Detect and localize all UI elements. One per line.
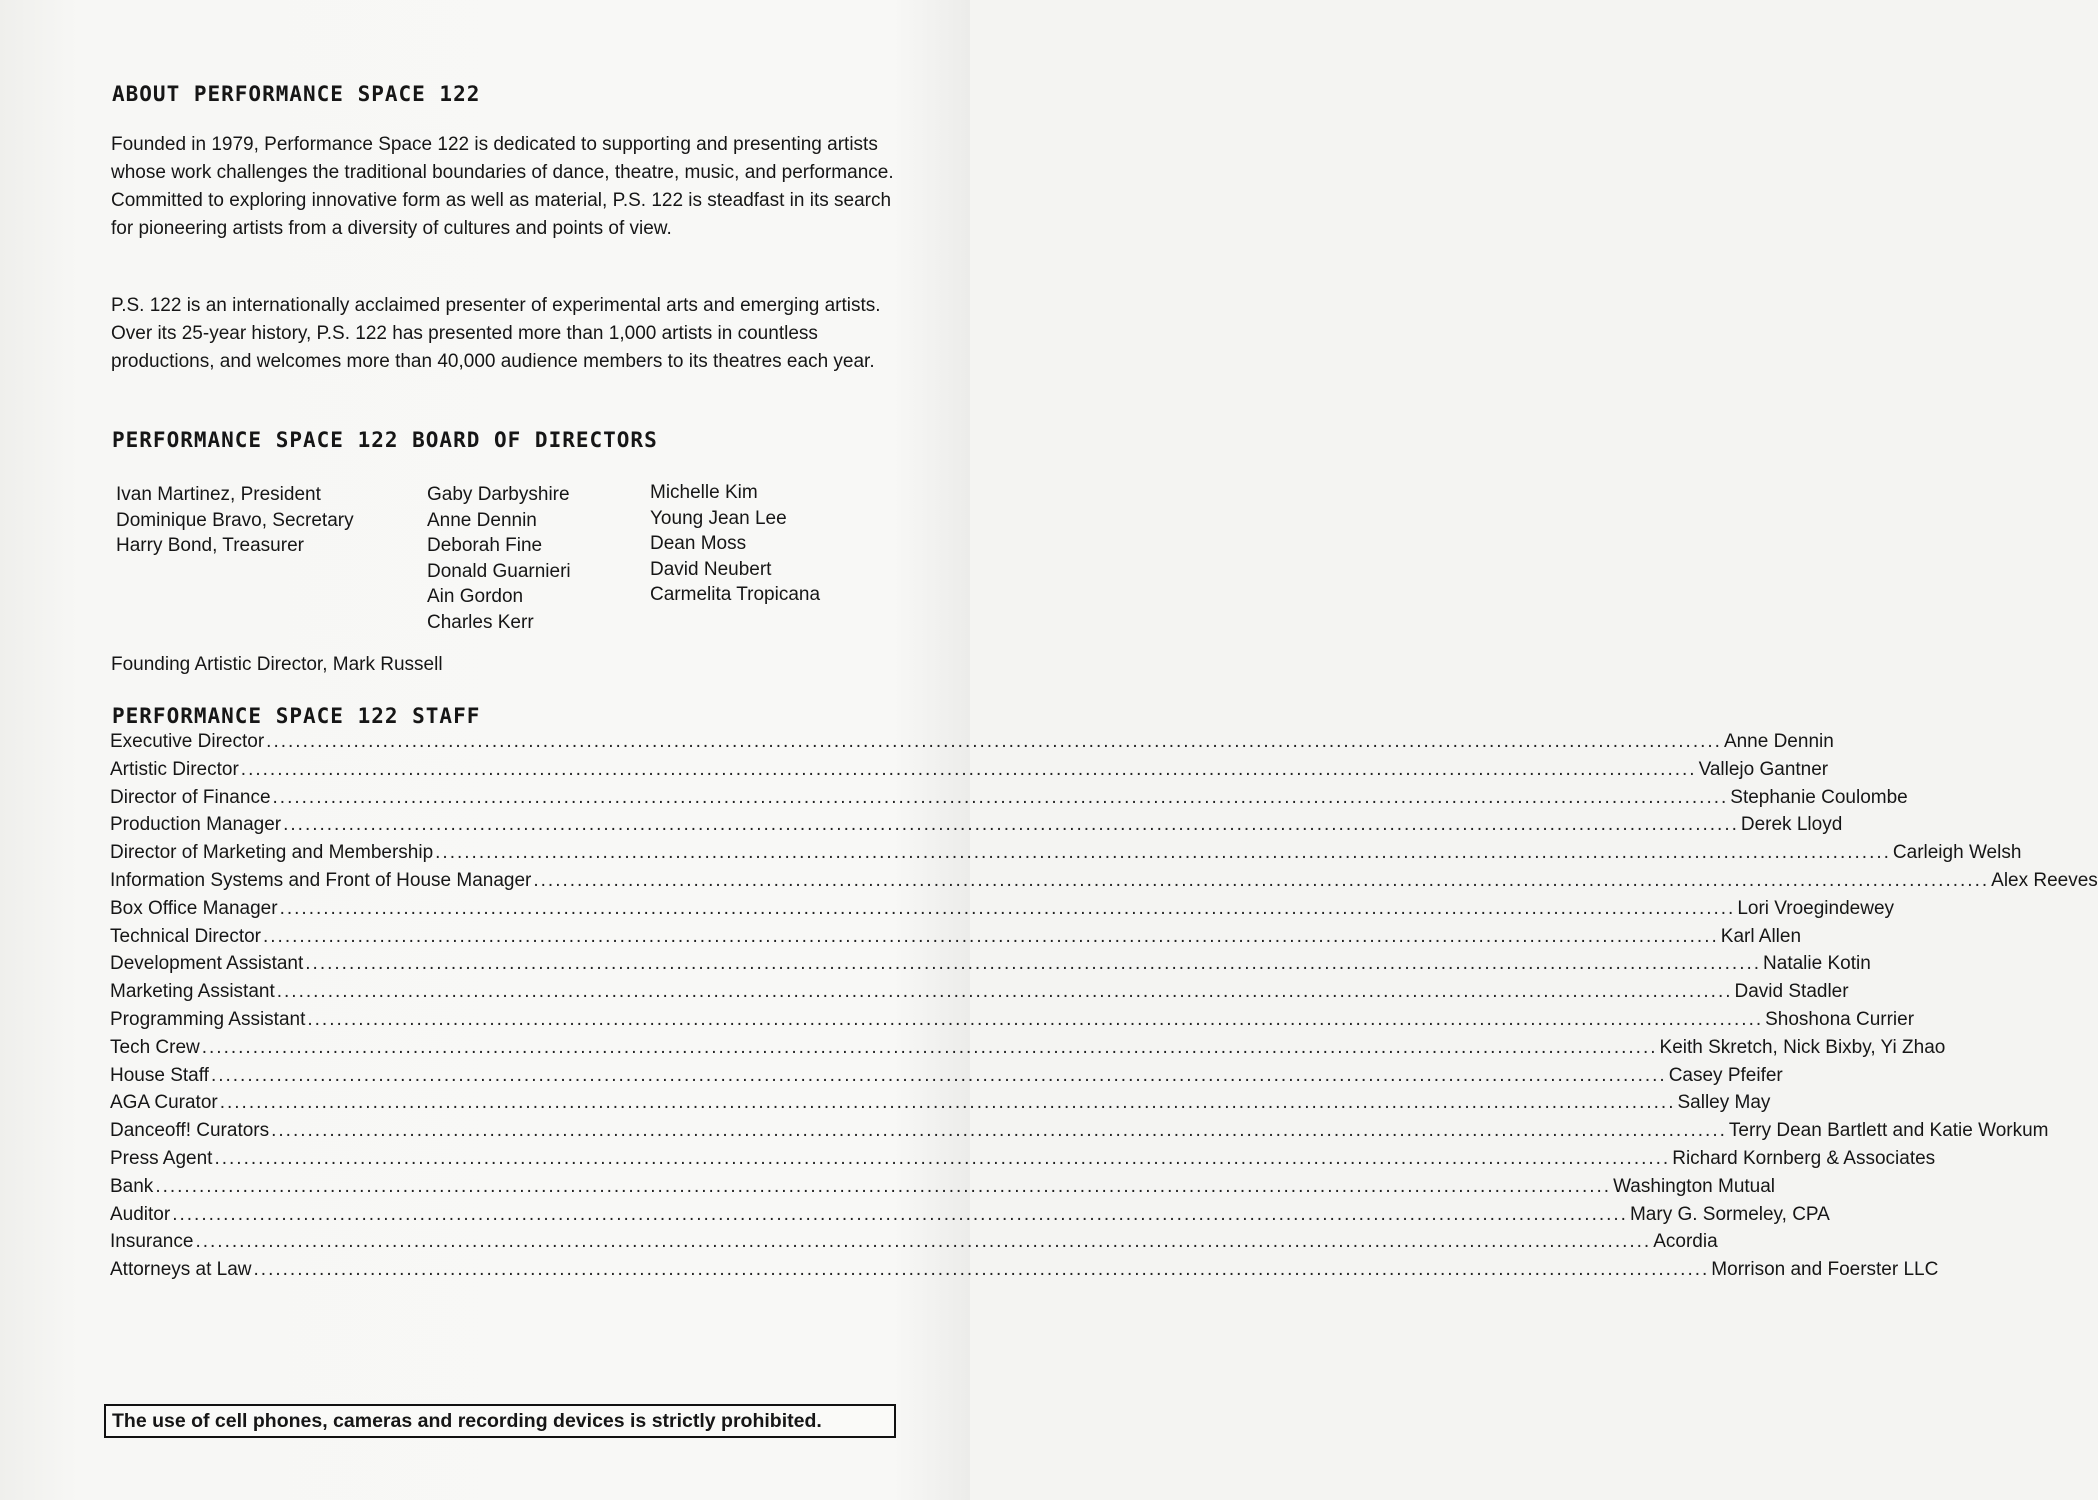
board-heading: PERFORMANCE SPACE 122 BOARD OF DIRECTORS: [112, 428, 658, 452]
staff-role: Marketing Assistant: [110, 981, 275, 1003]
dot-leader: ........................................................................................................................................................................................................: [435, 842, 1891, 864]
staff-name: Carleigh Welsh: [1892, 842, 2022, 864]
board-member: Anne Dennin: [427, 509, 537, 531]
staff-role: Danceoff! Curators: [110, 1120, 270, 1142]
staff-row: [110, 1120, 2049, 1148]
staff-name: Richard Kornberg & Associates: [1672, 1147, 1936, 1169]
staff-row: [110, 1175, 1776, 1204]
board-member: Charles Kerr: [427, 611, 534, 633]
staff-role: Press Agent: [110, 1147, 213, 1169]
staff-row: [110, 925, 1802, 954]
staff-name: Shoshona Currier: [1765, 1008, 1915, 1030]
dot-leader: ........................................................................................................................................................................................................: [172, 1203, 1628, 1225]
staff-row: [110, 1036, 1946, 1065]
staff-row: [110, 1203, 1830, 1232]
staff-name: Lori Vroegindewey: [1737, 897, 1895, 919]
dot-leader: ........................................................................................................................................................................................................: [219, 1092, 1676, 1114]
staff-name: Karl Allen: [1720, 925, 1802, 947]
board-column-members-2: [650, 480, 820, 608]
staff-row: [110, 953, 1871, 981]
staff-name: Derek Lloyd: [1740, 814, 1843, 836]
staff-role: Development Assistant: [110, 953, 304, 975]
staff-row: [110, 897, 1895, 926]
staff-row: [110, 1147, 1936, 1176]
staff-role: Director of Marketing and Membership: [110, 842, 434, 864]
board-member: Ain Gordon: [427, 586, 524, 607]
dot-leader: ........................................................................................................................................................................................................: [307, 1008, 1764, 1030]
board-member: Donald Guarnieri: [427, 560, 571, 582]
board-member: David Neubert: [650, 558, 772, 580]
staff-row: [110, 731, 1834, 759]
staff-name: Mary G. Sormeley, CPA: [1629, 1203, 1830, 1225]
dot-leader: ........................................................................................................................................................................................................: [253, 1259, 1710, 1281]
dot-leader: ........................................................................................................................................................................................................: [279, 897, 1736, 919]
board-member: Deborah Fine: [427, 535, 543, 556]
staff-name: David Stadler: [1734, 981, 1849, 1003]
staff-role: House Staff: [110, 1064, 209, 1086]
staff-role: Director of Finance: [110, 786, 271, 808]
dot-leader: ........................................................................................................................................................................................................: [283, 814, 1739, 836]
staff-name: Anne Dennin: [1723, 731, 1834, 752]
about-heading: ABOUT PERFORMANCE SPACE 122: [112, 82, 481, 106]
staff-role: Technical Director: [110, 925, 261, 947]
board-member: Ivan Martinez, President: [116, 484, 321, 505]
staff-name: Natalie Kotin: [1763, 953, 1871, 975]
staff-row: [110, 869, 2098, 898]
staff-list: [110, 731, 2098, 1287]
staff-row: [110, 1008, 1915, 1037]
staff-name: Salley May: [1677, 1092, 1771, 1114]
about-paragraph-2: P.S. 122 is an internationally acclaimed presenter of experimental arts and emerging artists. Over its 25-year history, P.S. 122 has presented more than 1,000 artists in countless productions, and welcomes more than 40,000 audience members to its theatres each year.: [111, 295, 881, 372]
staff-row: [110, 1092, 1771, 1120]
dot-leader: ........................................................................................................................................................................................................: [533, 869, 1990, 891]
staff-row: [110, 1259, 1939, 1287]
dot-leader: ........................................................................................................................................................................................................: [155, 1175, 1612, 1197]
board-member: Dominique Bravo, Secretary: [116, 509, 354, 531]
staff-row: [110, 842, 2022, 870]
staff-role: Insurance: [110, 1231, 194, 1253]
board-member: Dean Moss: [650, 533, 747, 554]
dot-leader: ........................................................................................................................................................................................................: [272, 786, 1729, 808]
dot-leader: ........................................................................................................................................................................................................: [271, 1120, 1727, 1142]
staff-name: Stephanie Coulombe: [1730, 786, 1908, 808]
dot-leader: ........................................................................................................................................................................................................: [201, 1036, 1658, 1058]
dot-leader: ........................................................................................................................................................................................................: [214, 1147, 1671, 1169]
about-paragraph-1: Founded in 1979, Performance Space 122 is dedicated to supporting and presenting artists whose work challenges the traditional boundaries of dance, theatre, music, and performance. Committed to exploring innovative form as well as material, P.S. 122 is steadfast in its search for pioneering artists from a diversity of cultures and points of view.: [111, 134, 894, 239]
staff-role: Artistic Director: [110, 758, 239, 780]
board-member: Harry Bond, Treasurer: [116, 535, 304, 556]
staff-role: Tech Crew: [110, 1036, 200, 1058]
board-member: Carmelita Tropicana: [650, 584, 821, 605]
founding-director: Founding Artistic Director, Mark Russell: [111, 654, 443, 675]
staff-name: Keith Skretch, Nick Bixby, Yi Zhao: [1659, 1036, 1946, 1058]
staff-name: Washington Mutual: [1613, 1175, 1776, 1197]
staff-role: AGA Curator: [110, 1092, 218, 1114]
staff-heading: PERFORMANCE SPACE 122 STAFF: [112, 704, 481, 728]
board-member: Young Jean Lee: [650, 507, 787, 529]
staff-name: Alex Reeves: [1991, 869, 2098, 891]
staff-row: [110, 786, 1908, 815]
staff-role: Attorneys at Law: [110, 1259, 252, 1281]
staff-name: Terry Dean Bartlett and Katie Workum: [1728, 1120, 2049, 1142]
board-member: Michelle Kim: [650, 482, 758, 503]
staff-role: Programming Assistant: [110, 1008, 306, 1030]
prohibition-notice: The use of cell phones, cameras and recording devices is strictly prohibited.: [104, 1404, 896, 1438]
dot-leader: ........................................................................................................................................................................................................: [266, 731, 1722, 752]
staff-role: Bank: [110, 1175, 154, 1197]
dot-leader: ........................................................................................................................................................................................................: [240, 758, 1697, 780]
staff-row: [110, 1231, 1718, 1259]
staff-row: [110, 814, 1843, 842]
dot-leader: ........................................................................................................................................................................................................: [263, 925, 1719, 947]
staff-row: [110, 758, 1829, 787]
dot-leader: ........................................................................................................................................................................................................: [195, 1231, 1652, 1253]
staff-role: Auditor: [110, 1203, 171, 1225]
dot-leader: ........................................................................................................................................................................................................: [305, 953, 1762, 975]
board-column-members-1: [427, 482, 571, 635]
dot-leader: ........................................................................................................................................................................................................: [210, 1064, 1667, 1086]
staff-role: Information Systems and Front of House Manager: [110, 869, 532, 891]
staff-role: Box Office Manager: [110, 897, 278, 919]
staff-name: Acordia: [1653, 1231, 1718, 1253]
dot-leader: ........................................................................................................................................................................................................: [276, 981, 1733, 1003]
staff-name: Morrison and Foerster LLC: [1711, 1259, 1939, 1281]
staff-name: Casey Pfeifer: [1668, 1064, 1783, 1086]
staff-role: Production Manager: [110, 814, 282, 836]
staff-role: Executive Director: [110, 731, 265, 752]
staff-row: [110, 1064, 1783, 1093]
board-column-officers: [116, 482, 354, 559]
board-member: Gaby Darbyshire: [427, 484, 570, 505]
staff-name: Vallejo Gantner: [1698, 758, 1829, 780]
staff-row: [110, 981, 1849, 1009]
